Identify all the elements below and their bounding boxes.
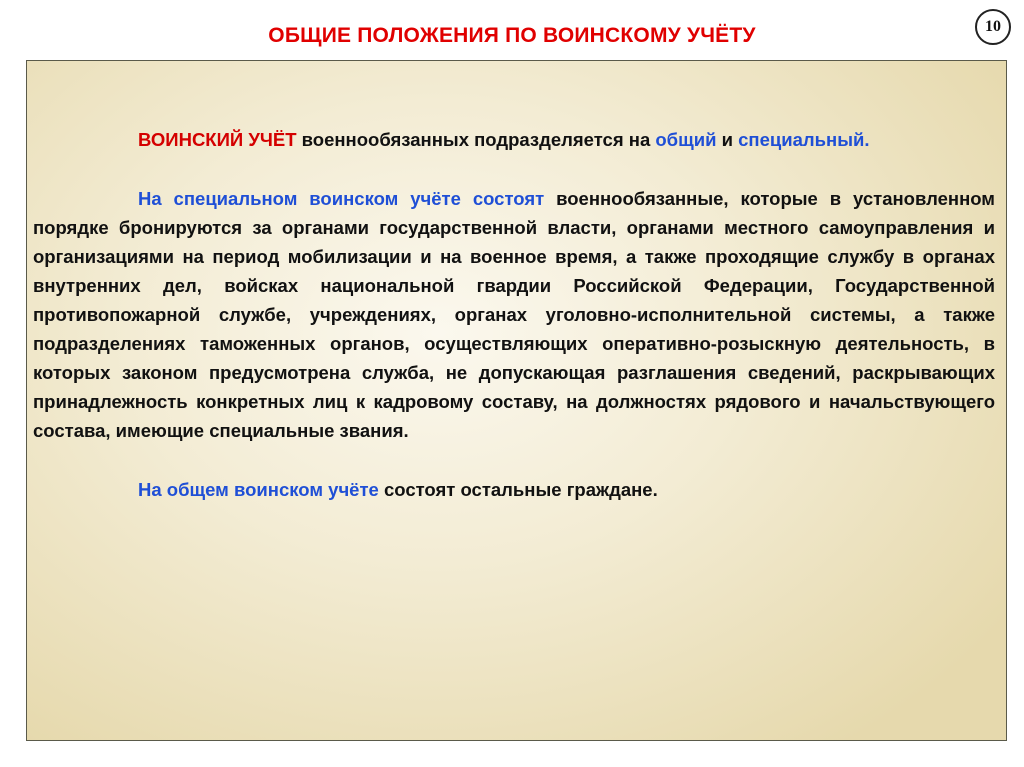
term-special: специальный.: [738, 129, 870, 150]
conjunction-and: и: [716, 129, 739, 150]
panel-text: [33, 125, 995, 504]
general-registration-lead: На общем воинском учёте: [138, 479, 379, 500]
paragraph-general-registration: [33, 475, 995, 504]
page-number-badge: 10: [975, 9, 1011, 45]
term-military-registration: ВОИНСКИЙ УЧЁТ: [138, 129, 297, 150]
paragraph-special-registration: [33, 184, 995, 445]
special-registration-lead: На специальном воинском учёте состоят: [138, 188, 545, 209]
paragraph-categories: [33, 125, 995, 154]
special-registration-text: военнообязанные, которые в установленном порядке бронируются за органами государственной власти, органами местного самоуправления и организациями на период мобилизации и на военное время, а также проходящие службу в органах внутренних дел, войсках национальной гвардии Российской Федерации, Государственной противопожарной службе, учреждениях, органах уголовно-исполнительной системы, а также подразделениях таможенных органов, осуществляющих оперативно-розыскную деятельность, в которых законом предусмотрена служба, не допускающая разглашения сведений, раскрывающих принадлежность конкретных лиц к кадровому составу, на должностях рядового и начальствующего состава, имеющие специальные звания.: [33, 188, 995, 441]
content-panel: [26, 60, 1007, 741]
term-general: общий: [655, 129, 717, 150]
slide-title: ОБЩИЕ ПОЛОЖЕНИЯ ПО ВОИНСКОМУ УЧЁТУ: [268, 24, 756, 47]
general-registration-text: состоят остальные граждане.: [378, 479, 658, 500]
categories-text: военнообязанных подразделяется на: [296, 129, 656, 150]
